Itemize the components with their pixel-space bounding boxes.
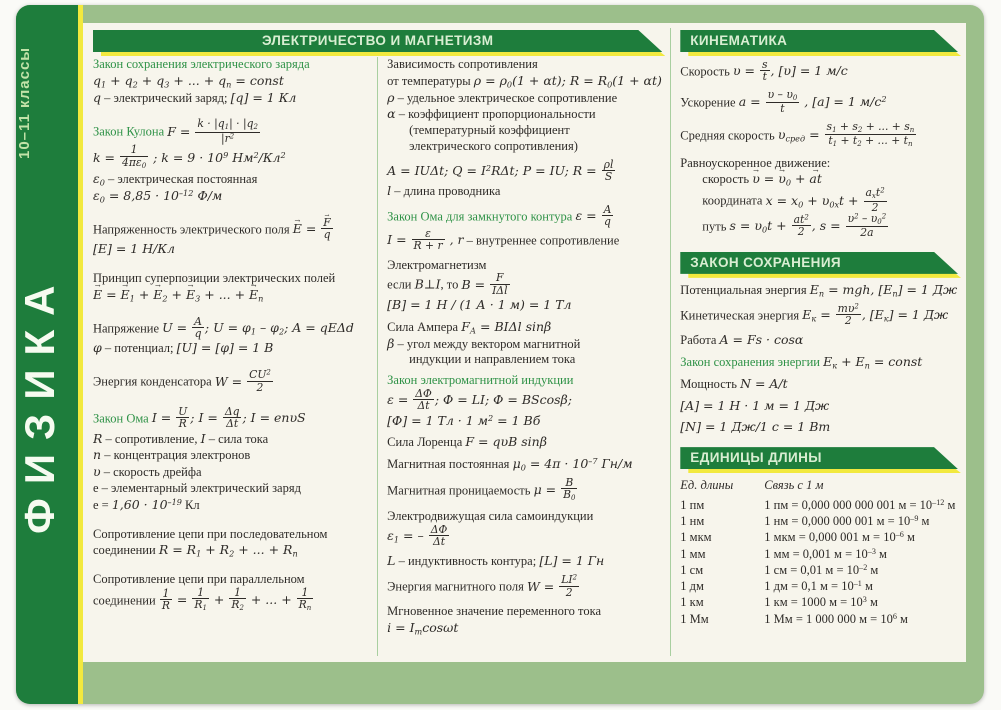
text: (температурный коэффициент	[409, 123, 570, 137]
text: путь	[702, 219, 730, 234]
formula-line	[387, 604, 662, 620]
formula: I	[200, 430, 206, 446]
formula-line	[93, 404, 368, 431]
formula-line	[680, 87, 958, 116]
text: – сопротивление,	[102, 431, 201, 446]
law-label: Закон Ома для замкнутого контура	[387, 209, 576, 224]
formula-line	[93, 271, 368, 287]
text: Сила Лоренца	[387, 435, 466, 450]
units-table-rows	[680, 497, 958, 627]
formula-line	[680, 156, 958, 172]
formula-line	[387, 139, 662, 155]
formula-block	[387, 205, 662, 253]
text: – длина проводника	[391, 184, 501, 199]
text: – концентрация электронов	[101, 448, 251, 463]
formula: $\varepsilon_0$	[93, 171, 105, 188]
formula-line	[680, 354, 958, 371]
formula-line	[680, 214, 958, 240]
formula-block	[93, 215, 368, 259]
formula: A = IUΔt; $Q = I^2R\Delta t$; P = IU; R = $\frac{\rho l}{S}$	[387, 157, 614, 183]
formula-line	[387, 319, 662, 336]
formula-block	[680, 376, 958, 393]
formula-line	[93, 73, 368, 90]
unit-row	[680, 578, 958, 594]
section-title: ЭЛЕКТРИЧЕСТВО И МАГНЕТИЗМ	[261, 33, 494, 48]
formula-line	[680, 376, 958, 393]
formula: $q_1 + q_2 + q_3$ + ... + $q_n$ = const	[93, 72, 284, 90]
section-title: ЗАКОН СОХРАНЕНИЯ	[690, 254, 842, 270]
text: от температуры	[387, 73, 474, 88]
formula: $\upsilon_{сред}$ = $\frac{s_1 + s_2 + ... + s_n}{t_1 + t_2 + ... + t_n}$	[777, 119, 915, 149]
formula-block	[387, 509, 662, 549]
text: Равноускоренное движение:	[680, 155, 831, 170]
unit-name: 1 Мм	[680, 611, 709, 626]
text: – индуктивность контура;	[395, 554, 540, 569]
section-header-electricity-magnetism	[93, 30, 662, 52]
formula-block	[680, 301, 958, 328]
formula-line	[93, 481, 368, 497]
formula: $E_к + E_п$ = const	[823, 354, 923, 371]
unit-name: 1 км	[680, 595, 704, 610]
formula-line	[93, 119, 368, 145]
text: Средняя скорость	[680, 128, 778, 143]
units-header-unit: Ед. длины	[680, 478, 734, 493]
formula-block	[93, 57, 368, 106]
unit-name: 1 нм	[680, 514, 705, 529]
formula: $\rho = \rho_0(1 + \alpha t)$; $R = R_0(1 + \alpha t)$	[473, 72, 662, 90]
formula-block	[93, 572, 368, 614]
formula-block	[387, 456, 662, 473]
text: координата	[702, 193, 766, 208]
formula-line	[93, 340, 368, 357]
electricity-columns	[93, 57, 662, 656]
unit-relation: 1 дм = 0,1 $м = 10^{-1}$ м	[764, 579, 873, 594]
text: Сопротивление цепи при последовательном	[93, 526, 328, 541]
formula-line	[680, 398, 958, 415]
formula-line	[93, 370, 368, 394]
formula: I = $\frac{U}{R}$ ; I = $\frac{\Delta q}{\Delta t}$ ; I = enυS	[151, 404, 306, 431]
formula-line	[93, 57, 368, 73]
formula-line	[387, 57, 662, 73]
formula: F = $\frac{k \cdot |q_1| \cdot |q_2}{|r^2}$	[167, 117, 258, 145]
formula-line	[680, 188, 958, 214]
unit-row	[680, 497, 958, 513]
formula: $F_А = BI\Delta l$ sinβ	[461, 318, 552, 336]
sidebar-subject: ФИЗИКА	[16, 271, 63, 534]
text: электрического сопротивления)	[409, 138, 578, 153]
formula-line	[387, 297, 662, 314]
formula: N = A/t	[740, 375, 788, 391]
formula-line	[93, 215, 368, 242]
text: Напряженность электрического поля	[93, 221, 293, 236]
formula-line	[93, 447, 368, 464]
unit-row	[680, 611, 958, 627]
unit-row	[680, 594, 958, 610]
formula: υ	[93, 464, 101, 480]
unit-row	[680, 546, 958, 562]
text: соединении	[93, 593, 159, 608]
formula-block	[387, 319, 662, 368]
formula-line	[387, 553, 662, 570]
unit-name: 1 дм	[680, 579, 704, 594]
formula: W = $\frac{LI^2}{2}$	[526, 573, 578, 599]
formula-line	[680, 171, 958, 188]
text: индукции и направлением тока	[409, 352, 576, 367]
formula-line	[680, 419, 958, 436]
law-label: Закон Ома	[93, 411, 152, 426]
text: Кинетическая энергия	[680, 308, 803, 323]
formula-line	[93, 572, 368, 588]
formula-line	[387, 620, 662, 637]
formula-line	[93, 464, 368, 481]
text: – сила тока	[205, 431, 269, 446]
formula-line	[387, 336, 662, 353]
law-label: Закон сохранения энергии	[680, 355, 824, 370]
formula-block	[387, 604, 662, 637]
formula-line	[93, 497, 368, 514]
conservation-content	[680, 282, 958, 441]
text: Скорость	[680, 64, 733, 79]
formula: φ	[93, 340, 102, 356]
unit-relation: 1 пм = 0,000 000 000 001 $м = 10^{-12}$ м	[764, 497, 956, 512]
formula-line	[93, 241, 368, 258]
formula-line	[93, 287, 368, 304]
formula: [U] = [φ] = 1 В	[176, 340, 274, 356]
formula: $s = \upsilon_0t$ + $\frac{at^2}{2}$ , s = $\frac{\upsilon^2 - \upsilon_0^2}{2a}$	[729, 212, 887, 240]
formula-line	[93, 314, 368, 341]
formula: [A] = 1 Н · 1 м = 1 Дж	[680, 397, 830, 413]
formula-line	[387, 106, 662, 123]
formula-block	[387, 57, 662, 155]
text: Магнитная проницаемость	[387, 483, 534, 498]
formula-line	[387, 157, 662, 184]
formula: β	[387, 335, 395, 351]
formula-block	[680, 87, 958, 116]
formula: [N] = 1 Дж/1 с = 1 Вт	[680, 419, 831, 435]
text: Мгновенное значение переменного тока	[387, 603, 602, 618]
text: Принцип суперпозиции электрических полей	[93, 271, 336, 286]
formula: B⊥I	[414, 276, 441, 292]
unit-relation: 1 мкм = 0,000 001 $м = 10^{-6}$ м	[764, 530, 915, 545]
formula: q	[93, 89, 102, 105]
formula-block	[387, 478, 662, 504]
formula: $\varepsilon_0 = 8,85 \cdot 10^{-12}$ Ф/м	[93, 187, 223, 205]
text: е =	[93, 497, 112, 512]
unit-name: 1 мм	[680, 546, 706, 561]
formula-line	[93, 585, 368, 614]
unit-relation: 1 км = 1000 $м = 10^3$ м	[764, 595, 878, 610]
formula-line	[387, 123, 662, 139]
law-label: Закон электромагнитной индукции	[387, 373, 574, 388]
formula-line	[680, 60, 958, 84]
formula-line	[387, 352, 662, 368]
text: Электродвижущая сила самоиндукции	[387, 508, 594, 523]
formula-block	[387, 157, 662, 201]
text: Напряжение	[93, 320, 163, 335]
formula-line	[680, 119, 958, 150]
section-right-column	[670, 28, 958, 656]
formula-block	[680, 60, 958, 84]
units-table	[680, 477, 958, 627]
formula-block	[93, 314, 368, 358]
content-area	[83, 23, 966, 662]
formula-line	[387, 456, 662, 473]
text: Энергия магнитного поля	[387, 579, 527, 594]
text: Магнитная постоянная	[387, 457, 513, 472]
formula: $E_к$ = $\frac{m\upsilon^2}{2}$ , $[E_к] = 1$ Дж	[802, 301, 949, 328]
formula-line	[387, 226, 662, 253]
sidebar	[16, 5, 83, 704]
formula-line	[387, 522, 662, 549]
text: Сопротивление цепи при параллельном	[93, 572, 305, 586]
section-electricity-magnetism	[93, 28, 670, 656]
formula-line	[387, 90, 662, 107]
unit-relation: 1 Мм = 1 000 000 $м = 10^6$ м	[764, 611, 908, 626]
kinematics-content	[680, 60, 958, 246]
formula: $R = R_1 + R_2$ + ... + $R_n$	[158, 542, 298, 559]
section-title: ЕДИНИЦЫ ДЛИНЫ	[690, 450, 822, 466]
column-electricity-left	[93, 57, 377, 656]
formula: R	[93, 430, 103, 446]
formula: υ = $\frac{s}{t}$ , [υ] = 1 м/с	[732, 58, 848, 84]
formula: n	[93, 447, 102, 463]
formula: $i = I_m\cos\omega t$	[387, 619, 459, 637]
formula: B = $\frac{F}{\text{IΔl}}$	[461, 271, 508, 297]
formula-line	[680, 332, 958, 349]
formula: [q] = 1 Кл	[230, 89, 297, 105]
text: Кл	[181, 497, 200, 512]
unit-row	[680, 529, 958, 545]
text: Потенциальная энергия	[680, 282, 810, 297]
formula: $E_п$ = mgh, $[E_п] = 1$ Дж	[809, 281, 958, 299]
formula-block	[93, 527, 368, 560]
unit-name: 1 пм	[680, 497, 705, 512]
formula-line	[680, 282, 958, 299]
formula-block	[680, 156, 958, 240]
formula: E → = $E \to_1 + E \to_2 + E \to_3$ + ... + $E \to_n$	[93, 287, 263, 302]
formula-line	[387, 413, 662, 430]
formula-line	[387, 273, 662, 297]
text: , то	[440, 277, 462, 292]
formula-block	[93, 370, 368, 394]
formula-block	[680, 354, 958, 371]
formula-line	[93, 90, 368, 107]
formula-line	[387, 73, 662, 90]
formula: [Φ] = 1 Тл · 1 $м^2 = 1$ Вб	[387, 412, 541, 428]
formula: $\mu_0 = 4\pi \cdot 10^{-7}$ Гн/м	[512, 456, 633, 473]
formula: ε = $\frac{A}{q}$	[575, 203, 612, 229]
text: Сила Ампера	[387, 319, 462, 334]
unit-row	[680, 513, 958, 529]
text: Зависимость сопротивления	[387, 57, 538, 71]
text: – электрическая постоянная	[104, 172, 258, 186]
reference-card	[16, 5, 984, 704]
formula-block	[680, 282, 958, 299]
unit-row	[680, 562, 958, 578]
formula-block	[93, 119, 368, 204]
formula-block	[680, 119, 958, 150]
formula: μ = $\frac{B}{B_0}$	[533, 476, 576, 503]
formula-line	[93, 188, 368, 205]
formula: $x = x_0 + \upsilon_{0x}t$ + $\frac{a_xt^2}{2}$	[765, 186, 885, 214]
formula: ε = $\frac{\Delta\Phi}{\Delta t}$ ; Φ = LI; Φ = BScosβ;	[387, 386, 572, 413]
formula-line	[387, 575, 662, 599]
formula-block	[93, 404, 368, 514]
formula: υ → = $\upsilon \to_0$ + at →	[752, 171, 822, 186]
text: если	[387, 277, 415, 292]
formula: $\frac{1}{R}$ = $\frac{1}{R_1}$ + $\frac{1}{R_2}$ + ... + $\frac{1}{R_n}$	[161, 585, 312, 613]
text: – удельное электрическое сопротивление	[394, 90, 618, 105]
text: Энергия конденсатора	[93, 374, 215, 389]
column-electricity-right	[377, 57, 662, 656]
formula-block	[680, 398, 958, 415]
formula: [B] = 1 Н / (1 А · 1 м) = 1 Тл	[387, 297, 572, 313]
formula-line	[93, 527, 368, 543]
units-header-relation: Связь с 1 м	[764, 478, 824, 493]
formula: I = $\frac{\varepsilon}{R + r}$ , r	[387, 226, 464, 253]
text: – внутреннее сопротивление	[463, 233, 620, 248]
text: Электромагнетизм	[387, 257, 487, 272]
law-label: Закон сохранения электрического заряда	[93, 57, 310, 71]
text: соединении	[93, 543, 159, 558]
text: – электрический заряд;	[101, 90, 231, 105]
unit-relation: 1 нм = 0,000 000 001 $м = 10^{-9}$ м	[764, 514, 930, 529]
formula-line	[387, 478, 662, 504]
formula: [E] = 1 Н/Кл	[93, 241, 175, 257]
formula-line	[93, 542, 368, 559]
unit-relation: 1 мм = 0,001 $м = 10^{-3}$ м	[764, 546, 887, 561]
formula-block	[680, 419, 958, 436]
unit-name: 1 см	[680, 562, 704, 577]
formula-block	[93, 271, 368, 304]
formula-block	[680, 332, 958, 349]
formula-block	[387, 373, 662, 429]
formula: $1,60 \cdot 10^{-19}$	[111, 496, 182, 512]
sidebar-grades: 10–11 классы	[16, 46, 33, 159]
text: – коэффициент пропорциональности	[395, 107, 596, 122]
text: Работа	[680, 333, 720, 348]
formula: α	[387, 106, 396, 122]
formula-line	[387, 258, 662, 274]
formula-block	[387, 258, 662, 314]
formula: l	[387, 183, 392, 199]
formula: a = $\frac{\upsilon - \upsilon_0}{t}$ , [a] = 1 $м/с^2$	[738, 87, 887, 116]
text: – потенциал;	[101, 341, 177, 356]
formula-line	[93, 145, 368, 171]
text: скорость	[702, 172, 753, 187]
formula: W = $\frac{CU^2}{2}$	[214, 368, 271, 394]
formula: $\varepsilon_1$ = – $\frac{\Delta\Phi}{\Delta t}$	[387, 522, 448, 549]
section-header-conservation	[680, 252, 958, 274]
formula: E → = $\frac{F \to}{q}$	[293, 221, 334, 236]
formula: k = $\frac{1}{4\pi\varepsilon_0}$ ; $k = 9 \cdot 10^9$ $Нм^2/Кл^2$	[93, 143, 286, 170]
formula: A = Fs · cosα	[719, 332, 804, 348]
formula-line	[93, 171, 368, 188]
formula-block	[387, 553, 662, 570]
law-label: Закон Кулона	[93, 124, 168, 139]
text: е – элементарный электрический заряд	[93, 480, 301, 495]
formula-line	[387, 509, 662, 525]
formula-line	[387, 434, 662, 451]
formula-line	[680, 301, 958, 328]
text: – скорость дрейфа	[100, 465, 202, 480]
formula-line	[387, 205, 662, 229]
section-header-units	[680, 447, 958, 469]
formula: ρ	[387, 89, 395, 105]
unit-name: 1 мкм	[680, 530, 712, 545]
formula-line	[93, 431, 368, 448]
formula-line	[387, 386, 662, 413]
unit-relation: 1 см = 0,01 $м = 10^{-2}$ м	[764, 562, 879, 577]
section-title: КИНЕМАТИКА	[690, 33, 788, 48]
formula: F = qυB sinβ	[465, 434, 547, 450]
text: – угол между вектором магнитной	[394, 336, 581, 351]
formula-line	[387, 183, 662, 200]
units-table-header	[680, 478, 958, 494]
formula: U = $\frac{A}{q}$ ; $U = \varphi_1 - \varphi_2$; A = qEΔd	[162, 314, 354, 340]
section-header-kinematics	[680, 30, 958, 52]
text: Мощность	[680, 376, 741, 391]
formula: [L] = 1 Гн	[539, 553, 605, 569]
formula: L	[387, 553, 396, 569]
formula-block	[387, 575, 662, 599]
text: Ускорение	[680, 95, 739, 110]
formula-block	[387, 434, 662, 451]
